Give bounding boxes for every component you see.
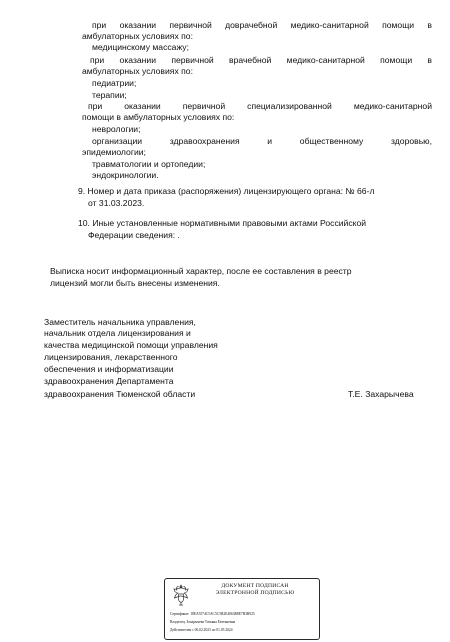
item-9-line1: 9. Номер и дата приказа (распоряжения) лицензирующего органа: № 66-л <box>78 186 375 196</box>
signatory-title-line2: начальник отдела лицензирования и <box>44 328 191 338</box>
text-pre-medical-line2: амбулаторных условиях по: <box>82 31 193 41</box>
text-medical-line1: при оказании первичной врачебной медико-санитарной помощи в <box>90 55 432 65</box>
text-neurology: неврологии; <box>92 124 141 134</box>
disclaimer-line2: лицензий могли быть внесены изменения. <box>50 278 220 288</box>
text-medical-line2: амбулаторных условиях по: <box>82 66 193 76</box>
item-9-line2: от 31.03.2023. <box>88 198 145 208</box>
stamp-owner: Владелец: Захарычева Татьяна Евгеньевна <box>170 620 236 624</box>
coat-of-arms-icon <box>172 583 190 607</box>
disclaimer-line1: Выписка носит информационный характер, после ее составления в реестр <box>50 266 352 276</box>
text-pediatrics: педиатрии; <box>92 78 137 88</box>
item-10-line2: Федерации сведения: . <box>88 230 180 240</box>
signatory-title-line6: здравоохранения Департамента <box>44 376 174 386</box>
item-10-line1: 10. Иные установленные нормативными правовыми актами Российской <box>78 218 367 228</box>
signatory-title-line4: лицензирования, лекарственного <box>44 352 178 362</box>
stamp-validity: Действителен с 06.02.2023 по 01.05.2024 <box>170 628 233 632</box>
text-pre-medical-line1: при оказании первичной доврачебной медико-санитарной помощи в <box>92 20 432 30</box>
signatory-name: Т.Е. Захарычева <box>348 389 414 399</box>
text-specialized-line2: помощи в амбулаторных условиях по: <box>82 112 235 122</box>
signatory-title-line7: здравоохранения Тюменской области <box>44 389 196 399</box>
stamp-title-line1: ДОКУМЕНТ ПОДПИСАН <box>221 583 289 589</box>
text-health-org-line2: эпидемиологии; <box>82 147 146 157</box>
text-specialized-line1: при оказании первичной специализированной медико-санитарной <box>88 101 432 111</box>
text-massage: медицинскому массажу; <box>92 42 189 52</box>
electronic-signature-stamp <box>164 578 320 640</box>
text-therapy: терапии; <box>92 90 127 100</box>
text-endocrinology: эндокринологии. <box>92 170 159 180</box>
text-health-org-line1: организации здравоохранения и общественному здоровью, <box>92 136 432 146</box>
stamp-certificate: Сертификат: 18EA5574C5AC5C5B2E4063B8E7B3B925 <box>170 612 255 616</box>
signatory-title-line3: качества медицинской помощи управления <box>44 340 218 350</box>
signatory-title-line5: обеспечения и информатизации <box>44 364 174 374</box>
stamp-title-line2: ЭЛЕКТРОННОЙ ПОДПИСЬЮ <box>215 590 295 596</box>
text-traumatology: травматологии и ортопедии; <box>92 159 206 169</box>
signatory-title-line1: Заместитель начальника управления, <box>44 317 196 327</box>
stamp-title <box>195 583 315 597</box>
